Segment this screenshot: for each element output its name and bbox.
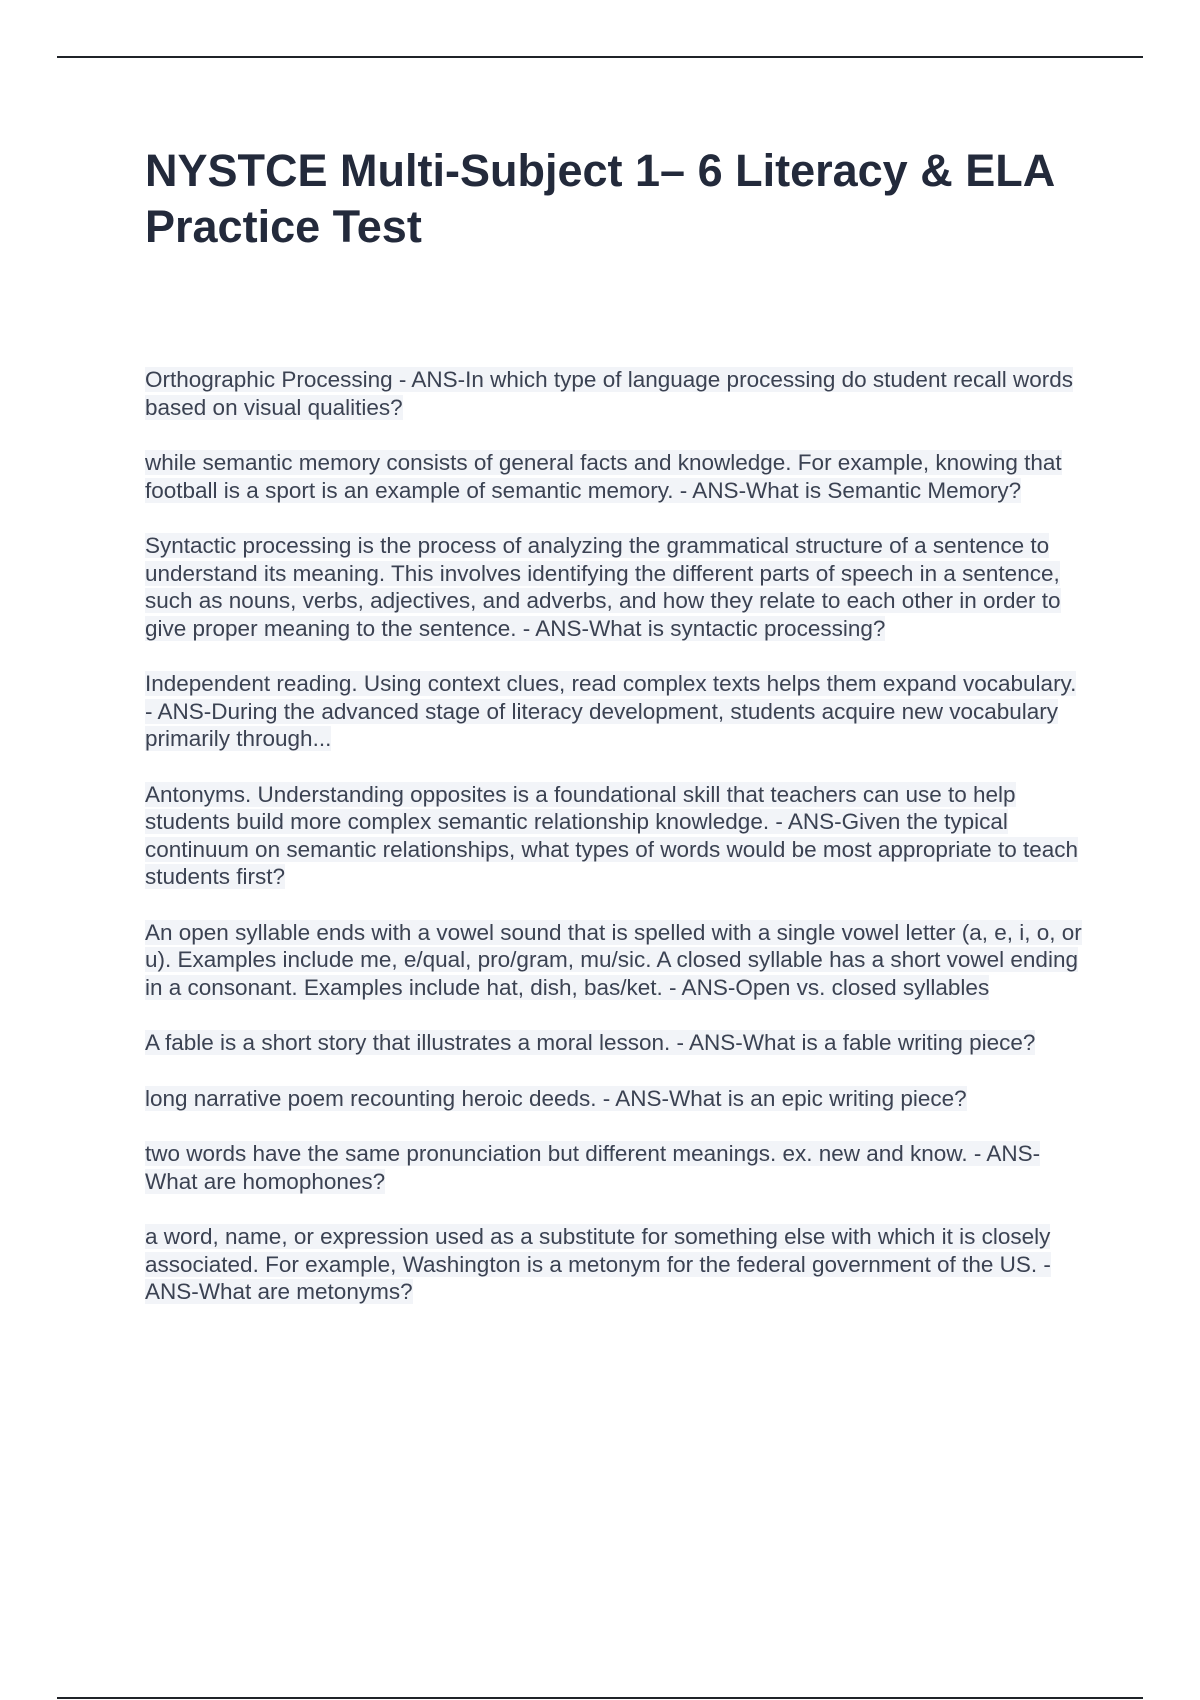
qa-entry (145, 532, 1090, 642)
qa-entry (145, 670, 1090, 753)
qa-entry-text: A fable is a short story that illustrates a moral lesson. - ANS-What is a fable writing piece? (145, 1030, 1036, 1055)
qa-entry-text: while semantic memory consists of general facts and knowledge. For example, knowing that football is a sport is an example of semantic memory. - ANS-What is Semantic Memory? (145, 450, 1062, 503)
qa-entry (145, 1029, 1090, 1057)
qa-entry-text: two words have the same pronunciation but different meanings. ex. new and know. - ANS-What are homophones? (145, 1141, 1041, 1194)
qa-entry (145, 449, 1090, 504)
qa-entry-text: long narrative poem recounting heroic deeds. - ANS-What is an epic writing piece? (145, 1085, 967, 1111)
qa-entry-text: Orthographic Processing - ANS-In which type of language processing do student recall words based on visual qualities? (145, 367, 1073, 420)
qa-entry (145, 1223, 1090, 1306)
qa-entry-text: Independent reading. Using context clues, read complex texts helps them expand vocabulary. - ANS-During the advanced stage of literacy development, students acquire new vocabulary primarily through... (145, 671, 1077, 751)
top-rule (57, 56, 1143, 58)
qa-entry-text: Antonyms. Understanding opposites is a foundational skill that teachers can use to help students build more complex semantic relationship knowledge. - ANS-Given the typical continuum on semantic relationships, what types of words would be most appropriate to teach students first? (145, 781, 1079, 889)
qa-entry-text: Syntactic processing is the process of analyzing the grammatical structure of a sentence to understand its meaning. This involves identifying the different parts of speech in a sentence, such as nouns, verbs, adjectives, and adverbs, and how they relate to each other in order to give proper meaning to the sentence. - ANS-What is syntactic processing? (145, 533, 1061, 641)
qa-entry (145, 1085, 1090, 1113)
qa-entry-text: a word, name, or expression used as a substitute for something else with which it is closely associated. For example, Washington is a metonym for the federal government of the US. - ANS-What are metonyms? (145, 1224, 1051, 1304)
qa-entry (145, 781, 1090, 891)
qa-entry (145, 919, 1090, 1002)
qa-entry-text: An open syllable ends with a vowel sound that is spelled with a single vowel letter (a, e, i, o, or u). Examples include me, e/qual, pro/gram, mu/sic. A closed syllable has a short vowel ending in a consonant. Examples include hat, dish, bas/ket. - ANS-Open vs. closed syllables (145, 919, 1082, 1000)
bottom-rule (57, 1697, 1143, 1699)
document-title: NYSTCE Multi-Subject 1– 6 Literacy & ELA Practice Test (145, 145, 1054, 252)
qa-list (145, 366, 1090, 1334)
qa-entry (145, 1140, 1090, 1195)
qa-entry (145, 366, 1090, 421)
